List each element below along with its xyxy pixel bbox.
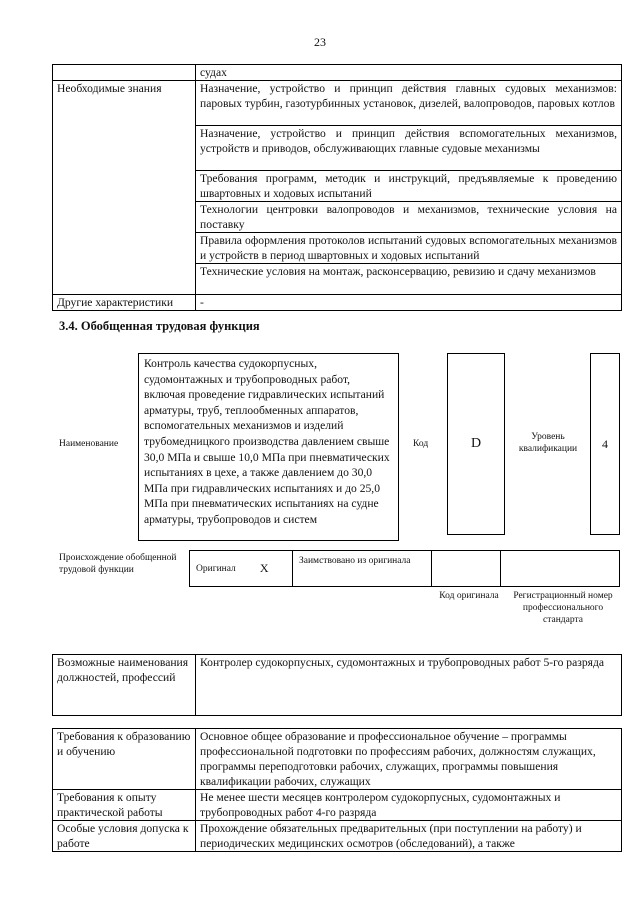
code-caption: Код оригинала (439, 591, 499, 601)
education-value: Основное общее образование и профессиональное обучение – программы профессиональной подготовки по профессиям рабочих, должностям служащих, программы переподготовки рабочих, служащих, программы повышения квалификации рабочих, служащих (196, 729, 622, 790)
conditions-label: Особые условия допуска к работе (53, 821, 196, 852)
borrowed-label: Заимствовано из оригинала (292, 550, 432, 587)
experience-label: Требования к опыту практической работы (53, 790, 196, 821)
list-item: Назначение, устройство и принцип действия вспомогательных механизмов, устройств и приводов, обслуживающих главные судовые механизмы (196, 126, 622, 171)
table-row (53, 295, 622, 311)
name-label: Наименование (59, 439, 119, 449)
table-row (53, 821, 622, 852)
list-item: Назначение, устройство и принцип действия главных судовых механизмов: паровых турбин, газотурбинных установок, дизелей, валопроводов, паровых котлов (196, 81, 622, 126)
list-item: Правила оформления протоколов испытаний судовых вспомогательных механизмов и устройств в период швартовных и ходовых испытаний (196, 233, 622, 264)
knowledge-label: Необходимые знания (53, 81, 196, 295)
original-cell (189, 550, 293, 587)
page-number: 23 (314, 35, 326, 49)
experience-value: Не менее шести месяцев контролером судокорпусных, судомонтажных и трубопроводных работ 4-го разряда (196, 790, 622, 821)
origin-label: Происхождение обобщенной трудовой функции (59, 553, 177, 575)
list-item: Требования программ, методик и инструкций, предъявляемые к проведению швартовных и ходовых испытаний (196, 171, 622, 202)
code-value: D (447, 353, 505, 535)
code-label: Код (413, 439, 429, 449)
section-heading: 3.4. Обобщенная трудовая функция (59, 319, 260, 333)
requirements-table (52, 728, 622, 852)
knowledge-table (52, 64, 622, 311)
positions-table (52, 654, 622, 716)
positions-value: Контролер судокорпусных, судомонтажных и трубопроводных работ 5-го разряда (196, 655, 622, 716)
positions-label: Возможные наименования должностей, профессий (53, 655, 196, 716)
table-row (53, 65, 622, 81)
education-label: Требования к образованию и обучению (53, 729, 196, 790)
table-row (53, 790, 622, 821)
reg-caption: Регистрационный номер профессионального стандарта (513, 591, 613, 625)
continued-text: судах (196, 65, 622, 81)
level-value: 4 (590, 353, 620, 535)
conditions-value: Прохождение обязательных предварительных (при поступлении на работу) и периодических медицинских осмотров (обследований), а также (196, 821, 622, 852)
other-label: Другие характеристики (53, 295, 196, 311)
level-label: Уровень квалификации (518, 432, 578, 454)
table-row (53, 729, 622, 790)
function-name-box: Контроль качества судокорпусных, судомонтажных и трубопроводных работ, включая проведение гидравлических испытаний арматуры, труб, теплообменных аппаратов, вспомогательных механизмов и изделий трубомедницкого производства давлением свыше 30,0 МПа и свыше 10,0 МПа при пневматических испытаниях в цехе, а также давлением до 30,0 МПа при гидравлических испытаниях и до 25,0 МПа при пневматических испытаниях на судне арматуры, трубопроводов и систем (138, 353, 399, 541)
table-row (53, 81, 622, 126)
original-label: Оригинал (196, 563, 236, 574)
reg-number-cell (500, 550, 620, 587)
table-row (53, 655, 622, 716)
original-code-cell (431, 550, 501, 587)
other-value: - (196, 295, 622, 311)
origin-row (190, 550, 620, 587)
list-item: Технологии центровки валопроводов и механизмов, технические условия на поставку (196, 202, 622, 233)
original-mark: X (259, 561, 269, 575)
list-item: Технические условия на монтаж, расконсервацию, ревизию и сдачу механизмов (196, 264, 622, 295)
